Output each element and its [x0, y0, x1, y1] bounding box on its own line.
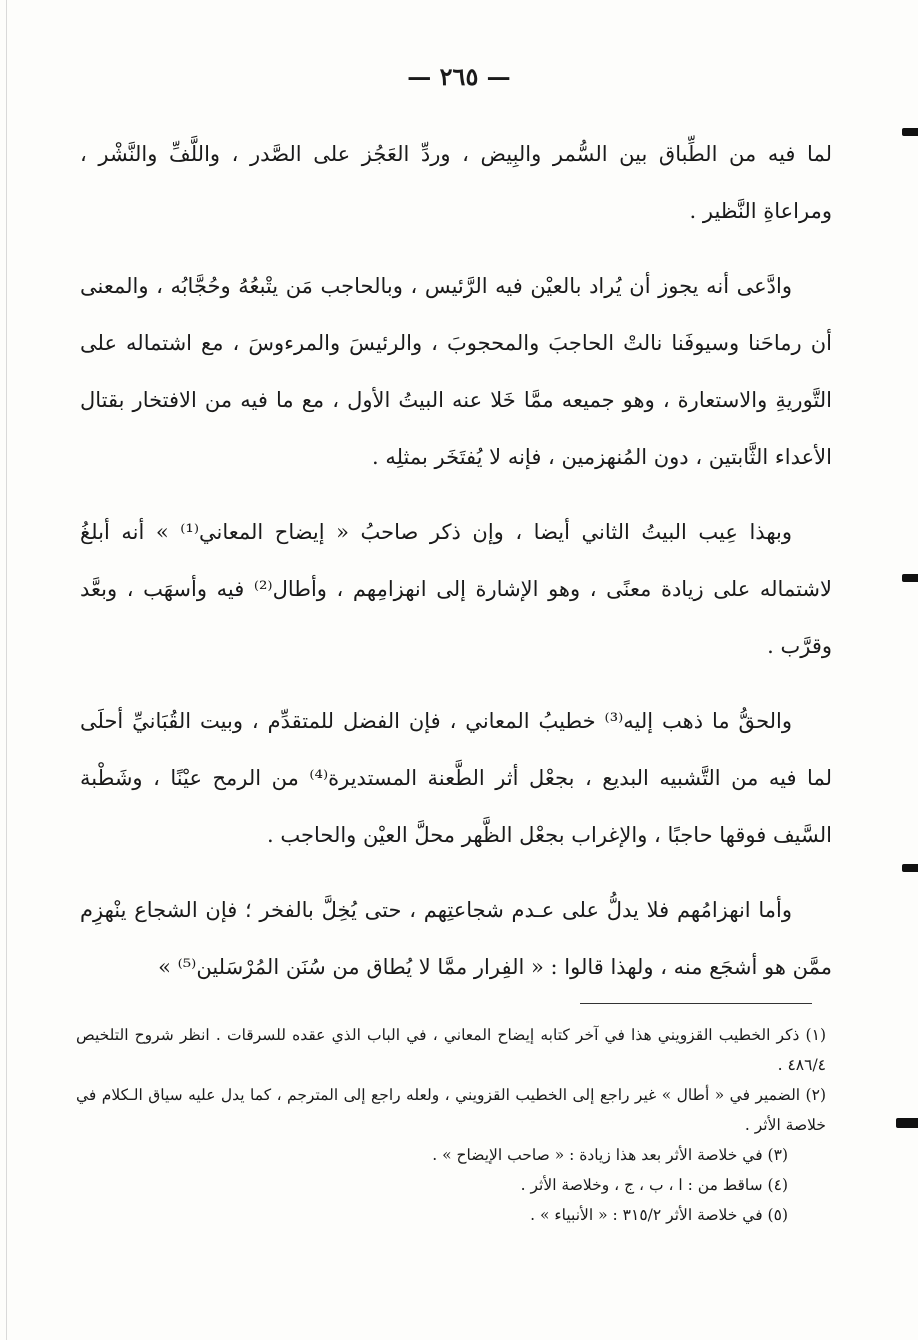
paragraph: وادَّعى أنه يجوز أن يُراد بالعيْن فيه الرَّئيس ، وبالحاجب مَن يتْبعُهُ وحُجَّابُه ، والمعنى أن رماحَنا وسيوفَنا نالتْ الحاجبَ والمحجوبَ ، والرئيسَ والمرءوسَ ، مع اشتماله على التَّوريةِ والاستعارة ، وهو جميعه ممَّا خَلا عنه البيتُ الأول ، مع ما فيه من الافتخار بقتال الأعداء الثَّابتين ، دون المُنهزمين ، فإنه لا يُفتَخَر بمثلِه .: [80, 274, 832, 469]
paragraph: وبهذا عِيب البيتُ الثاني أيضا ، وإن ذكر صاحبُ « إيضاح المعاني⁽¹⁾ » أنه أبلغُ لاشتماله على زيادة معنًى ، وهو الإشارة إلى انهزامِهم ، وأطال⁽²⁾ فيه وأسهَب ، وبعَّد وقرَّب .: [80, 520, 832, 658]
paragraph: وأما انهزامُهم فلا يدلُّ على عـدم شجاعتِهم ، حتى يُخِلَّ بالفخر ؛ فإن الشجاع ينْهزِم ممَّن هو أشجَع منه ، ولهذا قالوا : « الفِرار ممَّا لا يُطاق من سُنَن المُرْسَلين⁽⁵⁾ »: [80, 898, 832, 979]
page-number: — ٢٦٥ —: [407, 62, 511, 91]
footnote: (٣) في خلاصة الأثر بعد هذا زيادة : « صاحب الإيضاح » .: [432, 1146, 788, 1164]
footnote: (٤) ساقط من : ا ، ب ، ج ، وخلاصة الأثر .: [520, 1176, 788, 1194]
scan-edge-mark: [902, 128, 918, 136]
footnote: (٢) الضمير في « أطال » غير راجع إلى الخطيب القزويني ، ولعله راجع إلى المترجم ، كما يدل عليه سياق الـكلام في خلاصة الأثر .: [76, 1086, 826, 1134]
footnote-divider: [580, 1003, 812, 1004]
scan-edge-mark: [902, 864, 918, 872]
paragraph: والحقُّ ما ذهب إليه⁽³⁾ خطيبُ المعاني ، فإن الفضل للمتقدِّم ، وبيت القُبَانيِّ أحلَى لما فيه من التَّشبيه البديع ، بجعْل أثر الطَّعنة المستديرة⁽⁴⁾ من الرمح عيْنًا ، وشَطْبة السَّيف فوقها حاجبًا ، والإغراب بجعْل الظَّهر محلَّ العيْن والحاجب .: [80, 709, 832, 847]
scan-edge-mark: [902, 574, 918, 582]
main-text: [80, 126, 832, 1014]
paragraph: لما فيه من الطِّباق بين السُّمر والبِيض ، وردِّ العَجُز على الصَّدر ، واللَّفِّ والنَّشْر ، ومراعاةِ النَّظير .: [80, 142, 832, 223]
scan-edge-mark: [896, 1118, 918, 1128]
footnote: (١) ذكر الخطيب القزويني هذا في آخر كتابه إيضاح المعاني ، في الباب الذي عقده للسرقات . انظر شروح التلخيص ٤٨٦/٤ .: [76, 1026, 826, 1074]
scan-left-edge: [6, 0, 7, 1340]
footnote: (٥) في خلاصة الأثر ٣١٥/٢ : « الأنبياء » .: [530, 1206, 788, 1224]
footnotes: [76, 1020, 826, 1230]
